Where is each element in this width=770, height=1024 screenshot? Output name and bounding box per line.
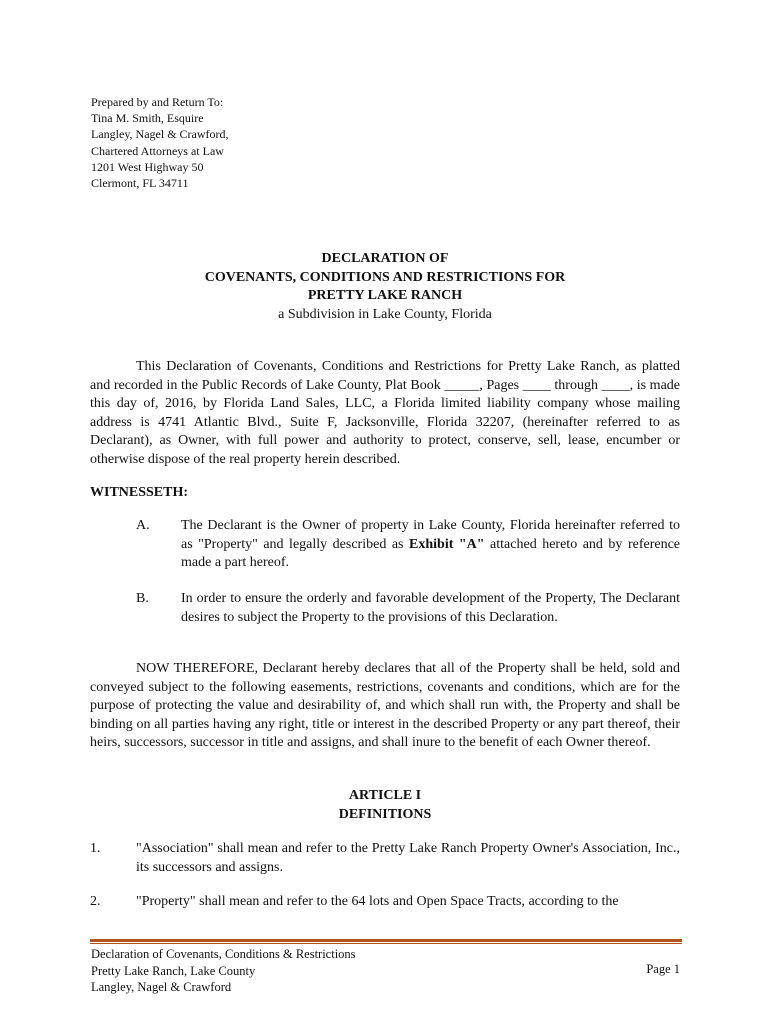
footer — [91, 946, 356, 996]
intro-text: This Declaration of Covenants, Conditions and Restrictions for Pretty Lake Ranch, as platted and recorded in the Public Records of Lake County, Plat Book _____, Pages ____ through ____, is made this day of, 2016, by Florida Land Sales, LLC, a Florida limited liability company whose mailing address is 4741 Atlantic Blvd., Suite F, Jacksonville, Florida 32207, (hereinafter referred to as Declarant), as Owner, with full power and authority to protect, conserve, sell, lease, encumber or otherwise dispose of the real property herein described. — [90, 359, 680, 467]
item-text-part: The Declarant is the Owner of property in Lake County, Florida hereinafter referred to as "Property" and legally described as — [181, 518, 680, 552]
item-text: In order to ensure the orderly and favorable development of the Property, The Declarant desires to subject the Property to the provisions of this Declaration. — [181, 591, 680, 625]
prepared-by-line: Clermont, FL 34711 — [91, 176, 189, 191]
footer-line: Pretty Lake Ranch, Lake County — [91, 963, 256, 978]
prepared-by-line: Prepared by and Return To: — [91, 95, 224, 109]
item-text — [181, 517, 680, 573]
exhibit-reference: Exhibit "A" — [409, 536, 485, 552]
article-name: DEFINITIONS — [338, 806, 432, 822]
article-number: ARTICLE I — [348, 788, 422, 803]
footer-rule — [90, 939, 682, 942]
definition-item — [90, 840, 680, 877]
definition-text: "Property" shall mean and refer to the 64 lots and Open Space Tracts, according to the — [136, 894, 619, 909]
prepared-by-line: Chartered Attorneys at Law — [91, 143, 224, 158]
footer-line: Langley, Nagel & Crawford — [91, 980, 232, 994]
item-text-part: attached hereto and by reference made a part hereof. — [181, 536, 681, 571]
item-marker: B. — [136, 591, 149, 606]
title-line: DECLARATION OF — [321, 251, 449, 266]
definition-number: 1. — [90, 841, 101, 856]
prepared-by-line: 1201 West Highway 50 — [91, 159, 204, 174]
witnesseth-item — [90, 590, 680, 627]
prepared-by-block — [91, 94, 229, 191]
prepared-by-line: Tina M. Smith, Esquire — [91, 111, 204, 126]
title-line: COVENANTS, CONDITIONS AND RESTRICTIONS FOR — [204, 269, 566, 285]
now-therefore-paragraph — [90, 660, 680, 753]
definition-text: "Association" shall mean and refer to the Pretty Lake Ranch Property Owner's Association, Inc., its successors and assigns. — [136, 841, 680, 875]
title-line: PRETTY LAKE RANCH — [307, 288, 463, 303]
item-marker: A. — [136, 518, 150, 533]
now-therefore-text: NOW THEREFORE, Declarant hereby declares that all of the Property shall be held, sold and conveyed subject to the following easements, restrictions, covenants and conditions, which are for the purpose of protecting the value and desirability of, and which shall run with, the Property and shall be binding on all parties having any right, title or interest in the described Property or any part thereof, their heirs, successors, successor in title and assigns, and shall inure to the benefit of each Owner thereof. — [90, 661, 680, 751]
title-subtitle: a Subdivision in Lake County, Florida — [278, 306, 492, 322]
intro-paragraph — [90, 358, 680, 470]
footer-line: Declaration of Covenants, Conditions & Restrictions — [91, 947, 356, 961]
witnesseth-heading: WITNESSETH: — [90, 485, 189, 500]
article-heading — [90, 787, 680, 824]
prepared-by-line: Langley, Nagel & Crawford, — [91, 127, 229, 142]
definition-number: 2. — [90, 894, 101, 909]
definition-item — [90, 893, 680, 912]
footer-rule-thin — [90, 943, 682, 944]
witnesseth-item — [90, 517, 680, 573]
page-number: Page 1 — [646, 962, 680, 976]
document-title — [90, 250, 680, 324]
